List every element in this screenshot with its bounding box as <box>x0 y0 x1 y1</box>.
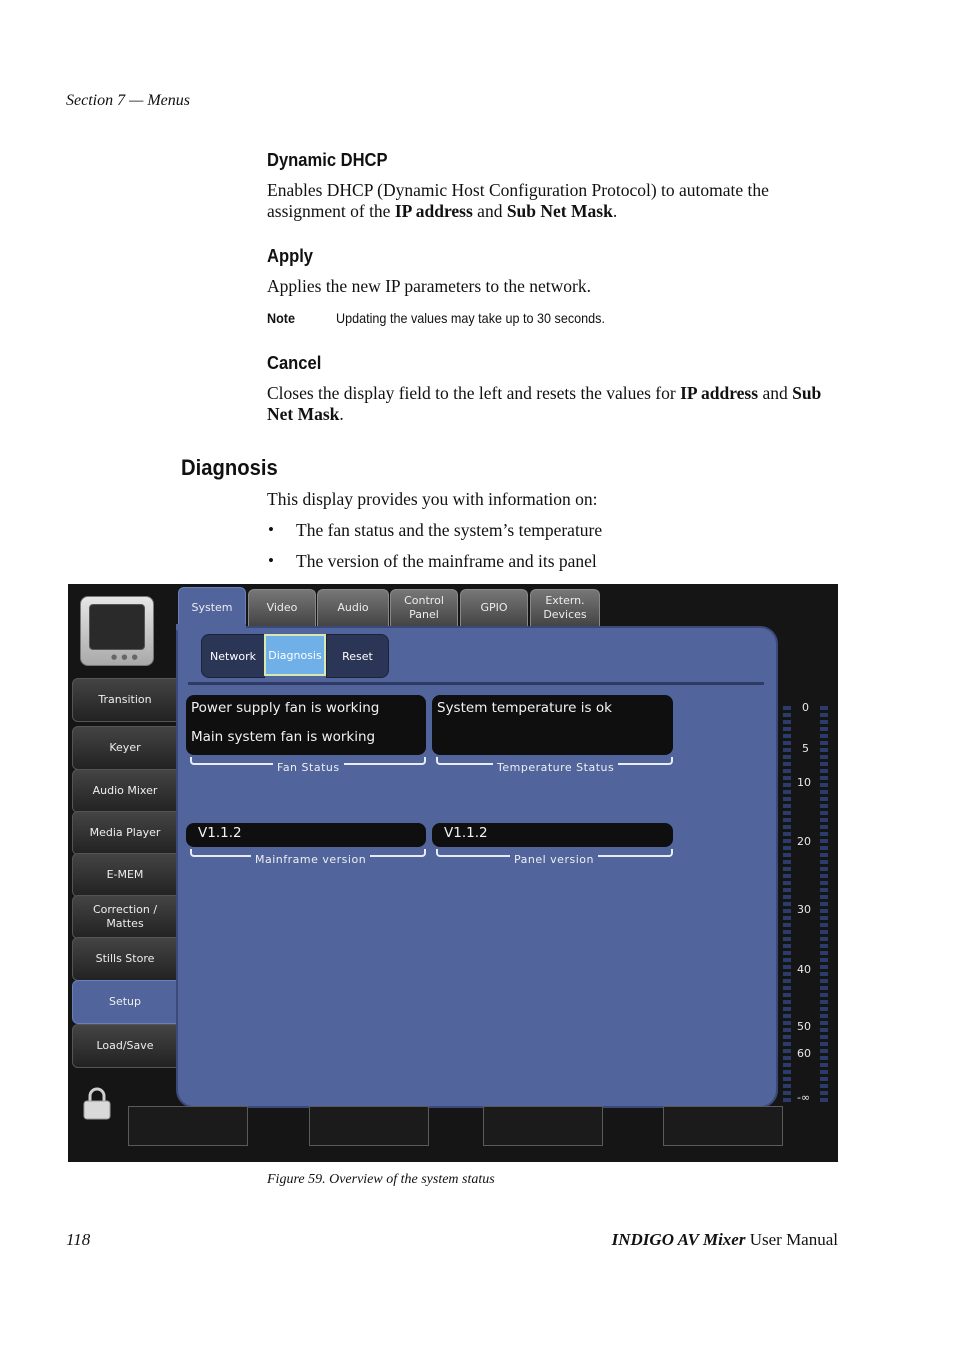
tab-audio[interactable]: Audio <box>317 589 389 626</box>
meter-label-40: 40 <box>797 963 811 976</box>
note-label: Note <box>267 310 296 326</box>
bottom-softkey-2[interactable] <box>309 1106 429 1146</box>
monitor-icon[interactable]: ● ● ● <box>80 596 154 666</box>
subtab-network[interactable]: Network <box>201 634 265 678</box>
sidebar-item-load-save[interactable]: Load/Save <box>72 1024 178 1068</box>
meter-label-minus-infinity: -∞ <box>797 1091 811 1104</box>
cancel-text-b: and <box>758 383 793 403</box>
bullet-dot: • <box>268 520 274 539</box>
tab-video[interactable]: Video <box>248 589 316 626</box>
cancel-heading: Cancel <box>267 353 322 373</box>
diagnosis-bullet-1: The fan status and the system’s temperature <box>296 520 603 540</box>
fan-status-line-1: Power supply fan is working <box>191 700 380 716</box>
diagnosis-bullet-2: The version of the mainframe and its panel <box>296 551 597 571</box>
lock-icon[interactable] <box>82 1086 112 1120</box>
dynamic-dhcp-paragraph <box>267 180 842 222</box>
bottom-softkey-1[interactable] <box>128 1106 248 1146</box>
meter-label-0: 0 <box>802 701 809 714</box>
manual-suffix: User Manual <box>745 1230 838 1249</box>
panel-divider <box>188 682 764 685</box>
cancel-bold-mask: Sub Net Mask <box>267 383 822 424</box>
meter-label-20: 20 <box>797 835 811 848</box>
apply-paragraph: Applies the new IP parameters to the network. <box>267 276 591 296</box>
product-name: INDIGO AV Mixer <box>611 1230 746 1249</box>
apply-heading: Apply <box>267 246 314 266</box>
tab-control-panel[interactable]: Control Panel <box>390 589 458 626</box>
bottom-softkey-4[interactable] <box>663 1106 783 1146</box>
panel-joint <box>176 624 246 630</box>
meter-label-60: 60 <box>797 1047 811 1060</box>
meter-bar-right <box>820 706 828 1102</box>
temperature-status-label: Temperature Status <box>493 761 618 774</box>
fan-status-label: Fan Status <box>273 761 344 774</box>
cancel-text-a: Closes the display field to the left and resets the values for <box>267 383 681 403</box>
section-header: Section 7 — Menus <box>66 92 190 109</box>
meter-label-50: 50 <box>797 1020 811 1033</box>
temperature-status-box <box>432 695 673 755</box>
dhcp-text-c: . <box>612 201 618 221</box>
mainframe-version-box: V1.1.2 <box>186 823 426 847</box>
subtab-diagnosis[interactable]: Diagnosis <box>264 634 326 676</box>
page-number: 118 <box>66 1230 91 1249</box>
sidebar-item-keyer[interactable]: Keyer <box>72 726 178 770</box>
sidebar-item-e-mem[interactable]: E-MEM <box>72 853 178 897</box>
bottom-softkey-3[interactable] <box>483 1106 603 1146</box>
diagnosis-intro: This display provides you with information on: <box>267 489 598 509</box>
sidebar-item-transition[interactable]: Transition <box>72 678 178 722</box>
cancel-bold-ip: IP address <box>680 383 759 403</box>
bullet-dot: • <box>268 551 274 570</box>
cancel-text-c: . <box>339 404 344 424</box>
fan-status-box <box>186 695 426 755</box>
tab-gpio[interactable]: GPIO <box>460 589 528 626</box>
dhcp-bold-ip: IP address <box>394 201 473 221</box>
sidebar-item-correction-mattes[interactable]: Correction / Mattes <box>72 895 178 939</box>
panel-version-label: Panel version <box>510 853 598 866</box>
sidebar-item-setup[interactable]: Setup <box>72 980 178 1024</box>
meter-label-5: 5 <box>802 742 809 755</box>
note-text: Updating the values may take up to 30 seconds. <box>336 310 605 326</box>
fan-status-line-2: Main system fan is working <box>191 729 376 745</box>
sidebar-item-media-player[interactable]: Media Player <box>72 811 178 855</box>
tab-extern-devices[interactable]: Extern. Devices <box>530 589 600 626</box>
figure-caption: Figure 59. Overview of the system status <box>267 1172 495 1187</box>
meter-label-10: 10 <box>797 776 811 789</box>
sidebar-item-audio-mixer[interactable]: Audio Mixer <box>72 769 178 813</box>
meter-label-30: 30 <box>797 903 811 916</box>
dhcp-bold-mask: Sub Net Mask <box>506 201 613 221</box>
tab-system[interactable]: System <box>178 587 246 628</box>
dhcp-text-a: Enables DHCP (Dynamic Host Configuration Protocol) to automate the assignment of the <box>267 180 769 221</box>
dhcp-text-b: and <box>472 201 507 221</box>
temperature-status-line-1: System temperature is ok <box>437 700 612 716</box>
manual-title <box>612 1230 838 1250</box>
dynamic-dhcp-heading: Dynamic DHCP <box>267 150 388 170</box>
sidebar-item-stills-store[interactable]: Stills Store <box>72 937 178 981</box>
cancel-paragraph <box>267 383 847 425</box>
diagnosis-screenshot <box>68 584 838 1162</box>
subtab-reset[interactable]: Reset <box>326 634 389 678</box>
meter-bar-left <box>783 706 791 1102</box>
diagnosis-heading: Diagnosis <box>181 455 278 480</box>
mainframe-version-label: Mainframe version <box>251 853 370 866</box>
panel-version-box: V1.1.2 <box>432 823 673 847</box>
